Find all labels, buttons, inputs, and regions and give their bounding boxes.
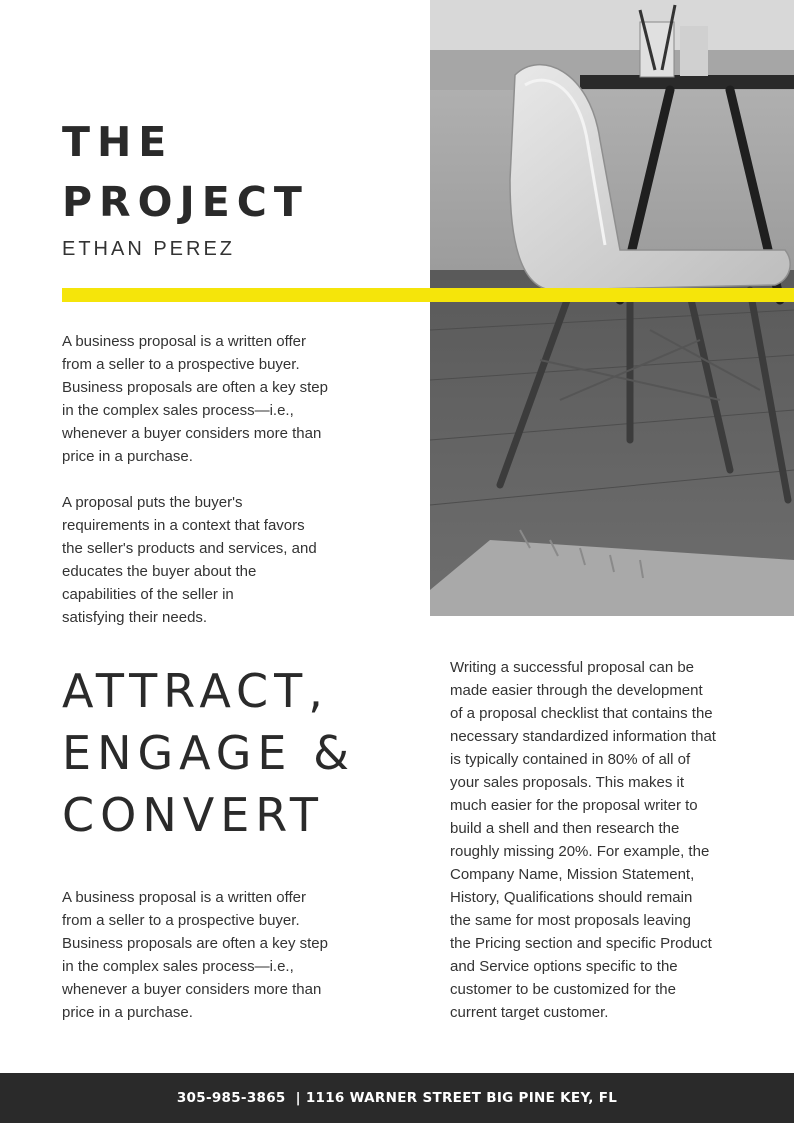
title-line-2: PROJECT [62, 178, 309, 226]
footer-bar [0, 1073, 794, 1123]
page-title [62, 112, 309, 232]
intro-paragraph-1: A business proposal is a written offer from a seller to a prospective buyer. Business proposals are often a key step in the complex sales process—i.e., whenever a buyer considers more than price in a purchase. [62, 333, 328, 465]
author-name: ETHAN PEREZ [62, 238, 236, 260]
section-right-paragraph: Writing a successful proposal can be made easier through the development of a proposal checklist that contains the necessary standardized information that is typically contained in 80% of all of your sales proposals. This makes it much easier for the proposal writer to build a shell and then research the roughly missing 20%. For example, the Company Name, Mission Statement, History, Qualifications should remain the same for most proposals leaving the Pricing section and specific Product and Service options specific to the customer to be customized for the current target customer. [450, 659, 716, 1021]
section-left-paragraph: A business proposal is a written offer from a seller to a prospective buyer. Business proposals are often a key step in the complex sales process—i.e., whenever a buyer considers more than price in a purchase. [62, 889, 328, 1021]
headline-line-1: ATTRACT, [62, 664, 329, 718]
section-headline [62, 660, 355, 846]
chair-photo-illustration [430, 0, 794, 616]
headline-line-3: CONVERT [62, 788, 324, 842]
intro-paragraph-2: A proposal puts the buyer's requirements in a context that favors the seller's products and services, and educates the buyer about the capabilities of the seller in satisfying their needs. [62, 494, 317, 626]
headline-line-2: ENGAGE & [62, 726, 355, 780]
footer-contact: 305-985-3865 | 1116 WARNER STREET BIG PINE KEY, FL [176, 1090, 618, 1106]
chair-photo [430, 0, 794, 616]
title-line-1: THE [62, 118, 174, 166]
accent-divider [62, 288, 794, 302]
